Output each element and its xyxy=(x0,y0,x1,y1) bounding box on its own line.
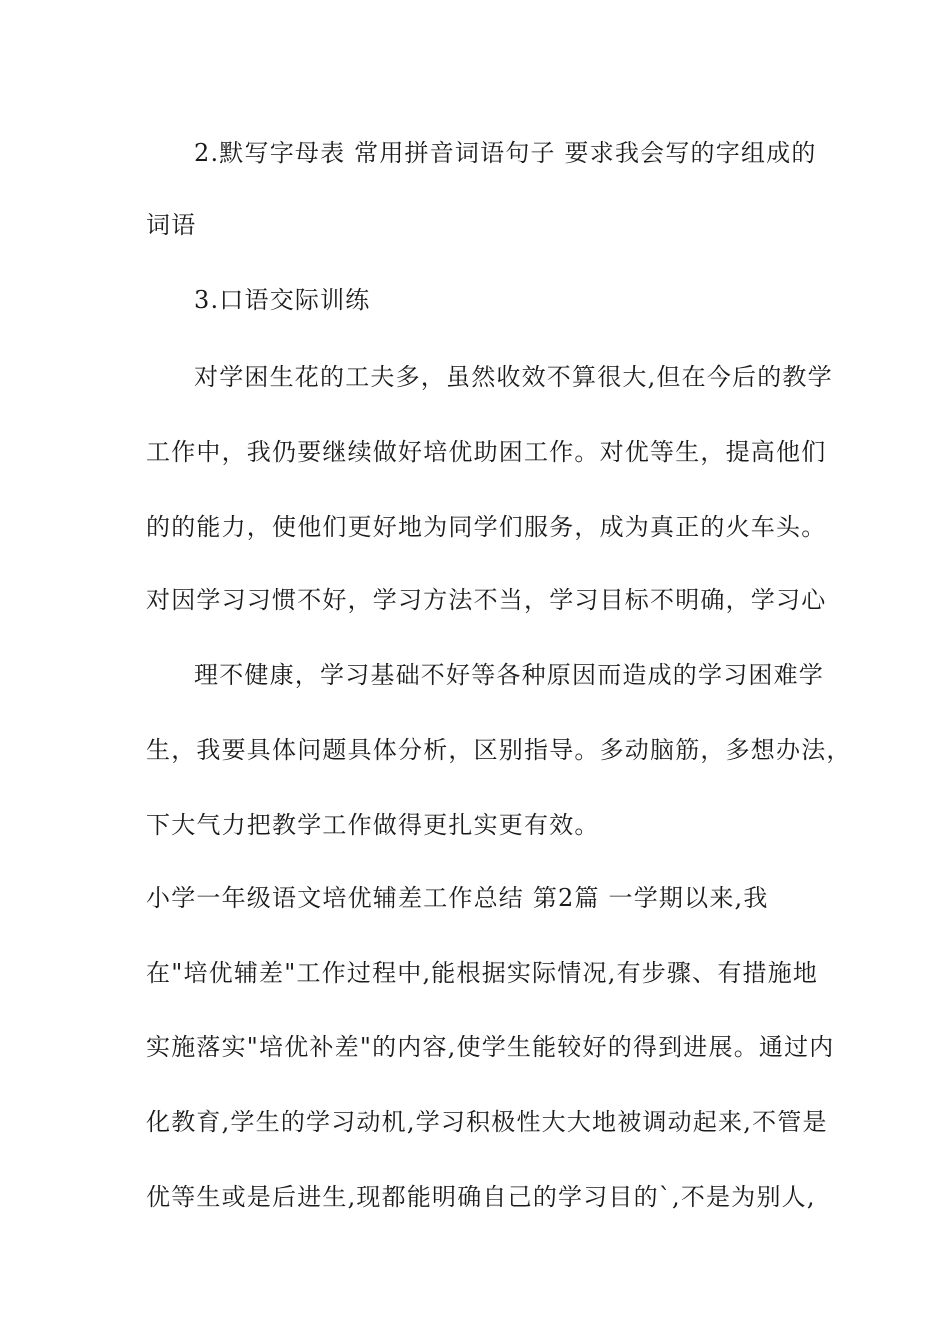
text-line-2: 词语 xyxy=(146,211,197,239)
text-line-15: 优等生或是后进生,现都能明确自己的学习目的`,不是为别人, xyxy=(146,1183,816,1211)
text-line-8: 理不健康，学习基础不好等各种原因而造成的学习困难学 xyxy=(194,661,824,689)
text-line-9: 生，我要具体问题具体分析，区别指导。多动脑筋，多想办法， xyxy=(146,736,852,764)
text-line-12: 在"培优辅差"工作过程中,能根据实际情况,有步骤、有措施地 xyxy=(146,959,819,987)
text-line-11: 小学一年级语文培优辅差工作总结 第2篇 一学期以来,我 xyxy=(146,884,769,912)
text-line-4: 对学困生花的工夫多，虽然收效不算很大,但在今后的教学 xyxy=(194,363,833,391)
text-line-10: 下大气力把教学工作做得更扎实更有效。 xyxy=(146,811,600,839)
text-line-7: 对因学习习惯不好，学习方法不当，学习目标不明确，学习心 xyxy=(146,586,827,614)
text-line-1: 2.默写字母表 常用拼音词语句子 要求我会写的字组成的 xyxy=(194,139,817,167)
text-line-5: 工作中，我仍要继续做好培优助困工作。对优等生，提高他们 xyxy=(146,438,827,466)
text-line-6: 的的能力，使他们更好地为同学们服务，成为真正的火车头。 xyxy=(146,513,827,541)
text-line-14: 化教育,学生的学习动机,学习积极性大大地被调动起来,不管是 xyxy=(146,1108,828,1136)
text-line-3: 3.口语交际训练 xyxy=(194,286,371,314)
text-line-13: 实施落实"培优补差"的内容,使学生能较好的得到进展。通过内 xyxy=(146,1033,835,1061)
